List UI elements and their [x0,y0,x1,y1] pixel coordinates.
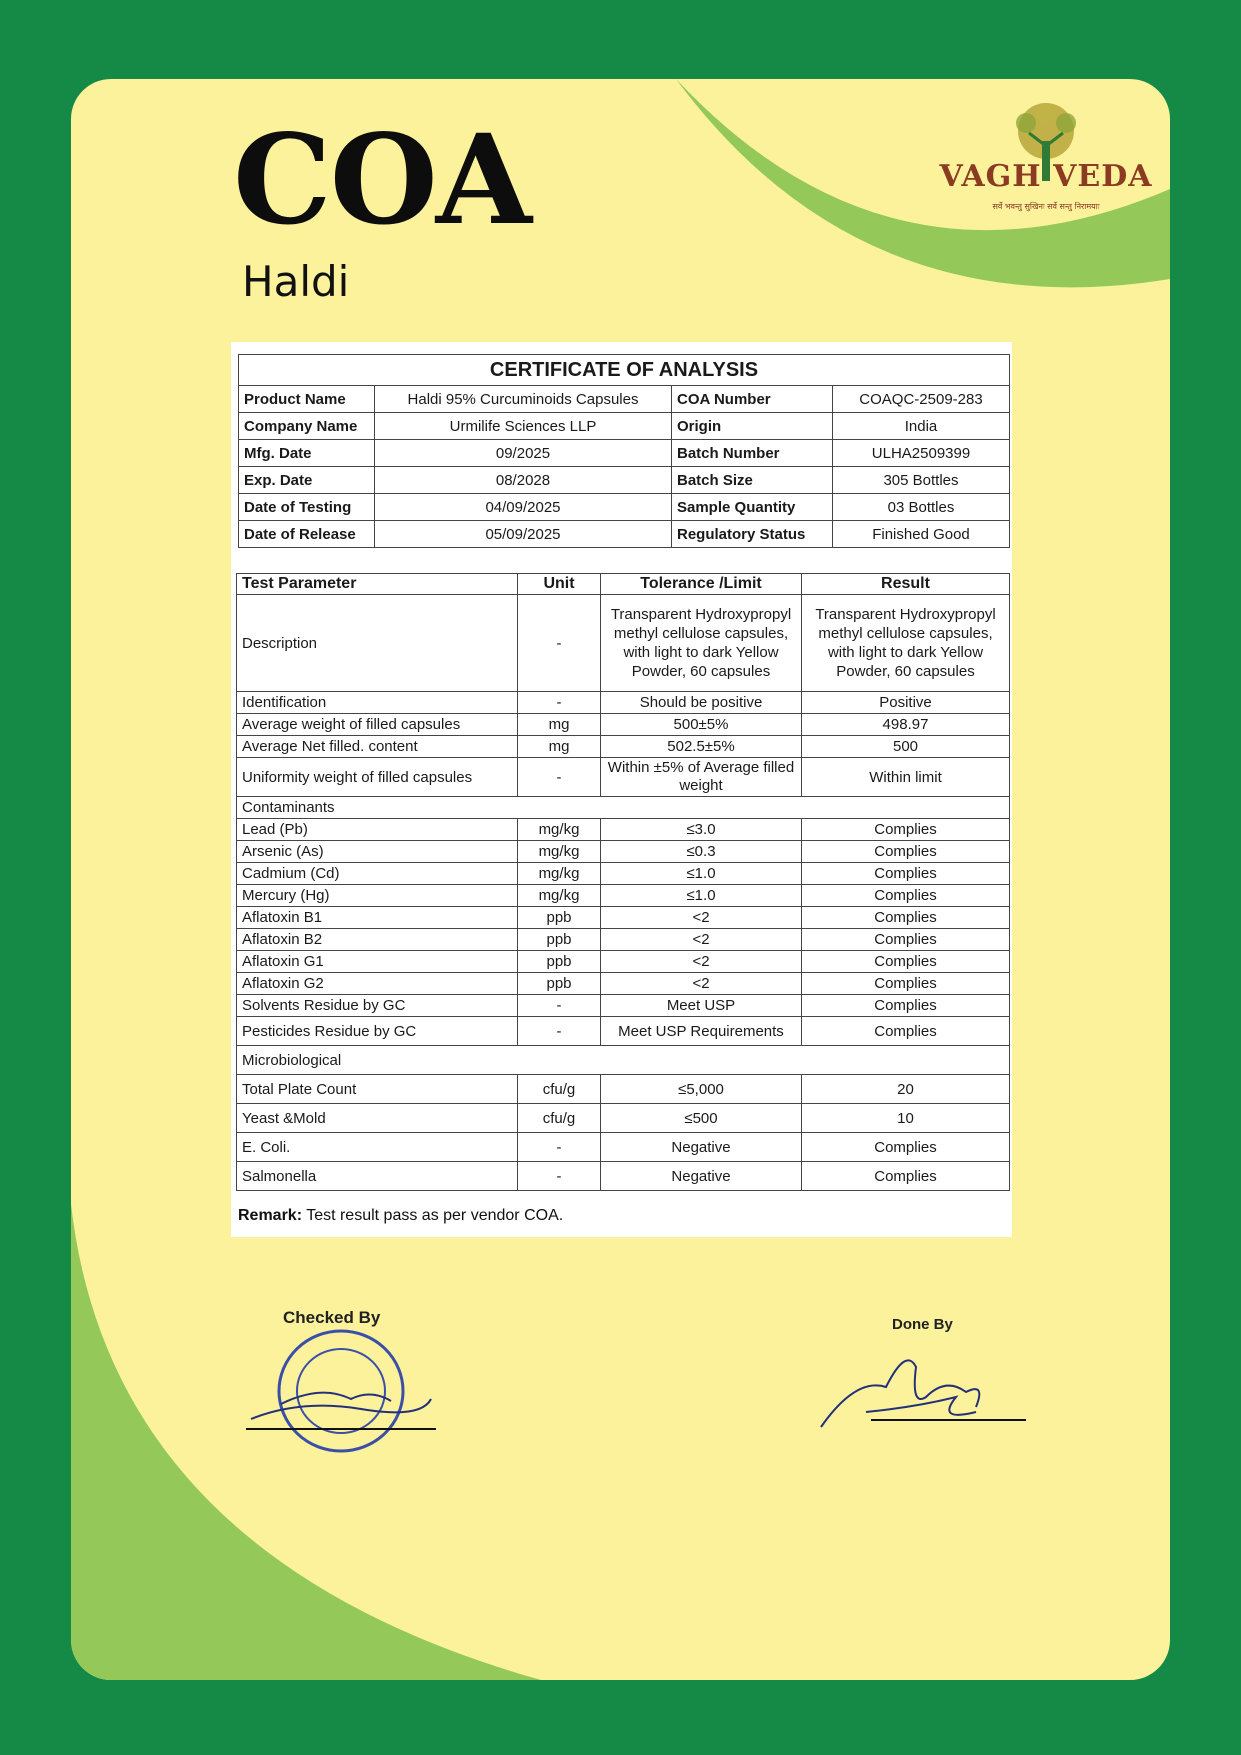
test-result: Complies [802,841,1010,863]
certificate-info-table [238,354,1010,548]
test-result: 498.97 [802,714,1010,736]
table-row [237,885,1010,907]
table-row [237,995,1010,1017]
test-limit: <2 [601,951,802,973]
test-limit: Negative [601,1133,802,1162]
test-result: Within limit [802,758,1010,797]
remark-text: Test result pass as per vendor COA. [302,1207,564,1224]
info-value: 05/09/2025 [375,521,672,548]
table-header-row [237,574,1010,595]
test-param: Mercury (Hg) [237,885,518,907]
info-value: 08/2028 [375,467,672,494]
test-unit: - [518,1133,601,1162]
table-row [239,440,1010,467]
info-label: Regulatory Status [672,521,833,548]
remark-label: Remark: [238,1207,303,1224]
test-result: Complies [802,929,1010,951]
test-result: Complies [802,951,1010,973]
info-label: Product Name [239,386,375,413]
table-row [237,1133,1010,1162]
test-param: Yeast &Mold [237,1104,518,1133]
test-limit: 502.5±5% [601,736,802,758]
info-value: Urmilife Sciences LLP [375,413,672,440]
test-param: Description [237,595,518,692]
checked-by-label: Checked By [283,1308,381,1327]
test-unit: ppb [518,951,601,973]
page-title: COA [233,108,530,253]
product-name: Haldi [242,257,350,306]
table-row [237,758,1010,797]
test-unit: ppb [518,929,601,951]
logo-wordmark: VAGH VEDA [939,159,1153,194]
test-result: 10 [802,1104,1010,1133]
test-result: Complies [802,995,1010,1017]
table-row [237,907,1010,929]
test-unit: mg/kg [518,819,601,841]
test-result: Transparent Hydroxypropyl methyl cellulose capsules, with light to dark Yellow Powder, 60 capsules [802,595,1010,692]
table-row [237,595,1010,692]
table-row [239,386,1010,413]
test-result: Complies [802,973,1010,995]
info-label: Company Name [239,413,375,440]
test-param: E. Coli. [237,1133,518,1162]
info-label: Exp. Date [239,467,375,494]
section-label-contaminants: Contaminants [237,797,1010,819]
test-unit: mg/kg [518,841,601,863]
certificate-sheet [231,342,1012,1237]
test-result: 500 [802,736,1010,758]
test-unit: - [518,1162,601,1191]
info-label: Batch Size [672,467,833,494]
test-unit: - [518,995,601,1017]
test-limit: ≤1.0 [601,885,802,907]
column-header-unit: Unit [518,574,601,595]
test-unit: mg/kg [518,885,601,907]
table-row [237,863,1010,885]
info-label: Date of Testing [239,494,375,521]
test-limit: 500±5% [601,714,802,736]
test-param: Identification [237,692,518,714]
table-row [237,841,1010,863]
test-limit: ≤3.0 [601,819,802,841]
table-row [237,714,1010,736]
table-row [239,413,1010,440]
test-param: Lead (Pb) [237,819,518,841]
test-unit: ppb [518,907,601,929]
section-label-microbiological: Microbiological [237,1046,1010,1075]
test-param: Arsenic (As) [237,841,518,863]
info-value: COAQC-2509-283 [833,386,1010,413]
test-limit: Within ±5% of Average filled weight [601,758,802,797]
table-row [237,819,1010,841]
test-limit: ≤1.0 [601,863,802,885]
test-param: Uniformity weight of filled capsules [237,758,518,797]
test-limit: ≤5,000 [601,1075,802,1104]
test-limit: <2 [601,907,802,929]
test-limit: ≤500 [601,1104,802,1133]
info-label: COA Number [672,386,833,413]
table-row [237,1104,1010,1133]
test-param: Solvents Residue by GC [237,995,518,1017]
test-unit: mg/kg [518,863,601,885]
test-unit: - [518,692,601,714]
done-by-label: Done By [892,1316,953,1333]
info-value: 305 Bottles [833,467,1010,494]
test-param: Average weight of filled capsules [237,714,518,736]
column-header-param: Test Parameter [237,574,518,595]
test-result: Complies [802,907,1010,929]
test-result: Complies [802,1133,1010,1162]
info-value: Finished Good [833,521,1010,548]
test-limit: Meet USP Requirements [601,1017,802,1046]
test-param: Total Plate Count [237,1075,518,1104]
table-row [237,692,1010,714]
table-row [239,467,1010,494]
test-result: 20 [802,1075,1010,1104]
test-unit: - [518,595,601,692]
test-unit: - [518,758,601,797]
test-limit: <2 [601,929,802,951]
test-unit: - [518,1017,601,1046]
handwritten-signature [816,1337,1036,1447]
info-value: 03 Bottles [833,494,1010,521]
test-limit: Should be positive [601,692,802,714]
test-result: Complies [802,819,1010,841]
remark [238,1207,563,1225]
test-param: Average Net filled. content [237,736,518,758]
test-param: Salmonella [237,1162,518,1191]
table-row [237,1075,1010,1104]
test-unit: ppb [518,973,601,995]
test-unit: cfu/g [518,1075,601,1104]
section-row [237,797,1010,819]
test-param: Cadmium (Cd) [237,863,518,885]
section-row [237,1046,1010,1075]
info-label: Date of Release [239,521,375,548]
certificate-title: CERTIFICATE OF ANALYSIS [239,355,1010,386]
column-header-result: Result [802,574,1010,595]
test-unit: mg [518,714,601,736]
table-row [237,736,1010,758]
test-limit: ≤0.3 [601,841,802,863]
test-result: Complies [802,1017,1010,1046]
test-result: Complies [802,1162,1010,1191]
info-value: India [833,413,1010,440]
info-label: Sample Quantity [672,494,833,521]
quality-stamp [241,1329,461,1469]
brand-logo [931,101,1161,221]
test-unit: cfu/g [518,1104,601,1133]
test-limit: Negative [601,1162,802,1191]
table-row [237,929,1010,951]
table-row [239,494,1010,521]
info-label: Mfg. Date [239,440,375,467]
info-label: Origin [672,413,833,440]
table-row [237,951,1010,973]
info-label: Batch Number [672,440,833,467]
info-value: 09/2025 [375,440,672,467]
test-param: Aflatoxin B2 [237,929,518,951]
test-param: Aflatoxin B1 [237,907,518,929]
test-limit: <2 [601,973,802,995]
test-param: Pesticides Residue by GC [237,1017,518,1046]
test-param: Aflatoxin G1 [237,951,518,973]
test-result: Positive [802,692,1010,714]
certificate-card [71,79,1170,1680]
table-row [239,521,1010,548]
info-value: ULHA2509399 [833,440,1010,467]
test-result: Complies [802,863,1010,885]
column-header-limit: Tolerance /Limit [601,574,802,595]
info-value: 04/09/2025 [375,494,672,521]
test-limit: Transparent Hydroxypropyl methyl cellulose capsules, with light to dark Yellow Powder, 60 capsules [601,595,802,692]
logo-tagline: सर्वे भवन्तु सुखिनः सर्वे सन्तु निरामयाः [992,202,1100,211]
test-results-table [236,573,1010,1191]
test-limit: Meet USP [601,995,802,1017]
info-value: Haldi 95% Curcuminoids Capsules [375,386,672,413]
table-row [237,1162,1010,1191]
test-param: Aflatoxin G2 [237,973,518,995]
test-unit: mg [518,736,601,758]
table-row [237,1017,1010,1046]
test-result: Complies [802,885,1010,907]
table-row [237,973,1010,995]
